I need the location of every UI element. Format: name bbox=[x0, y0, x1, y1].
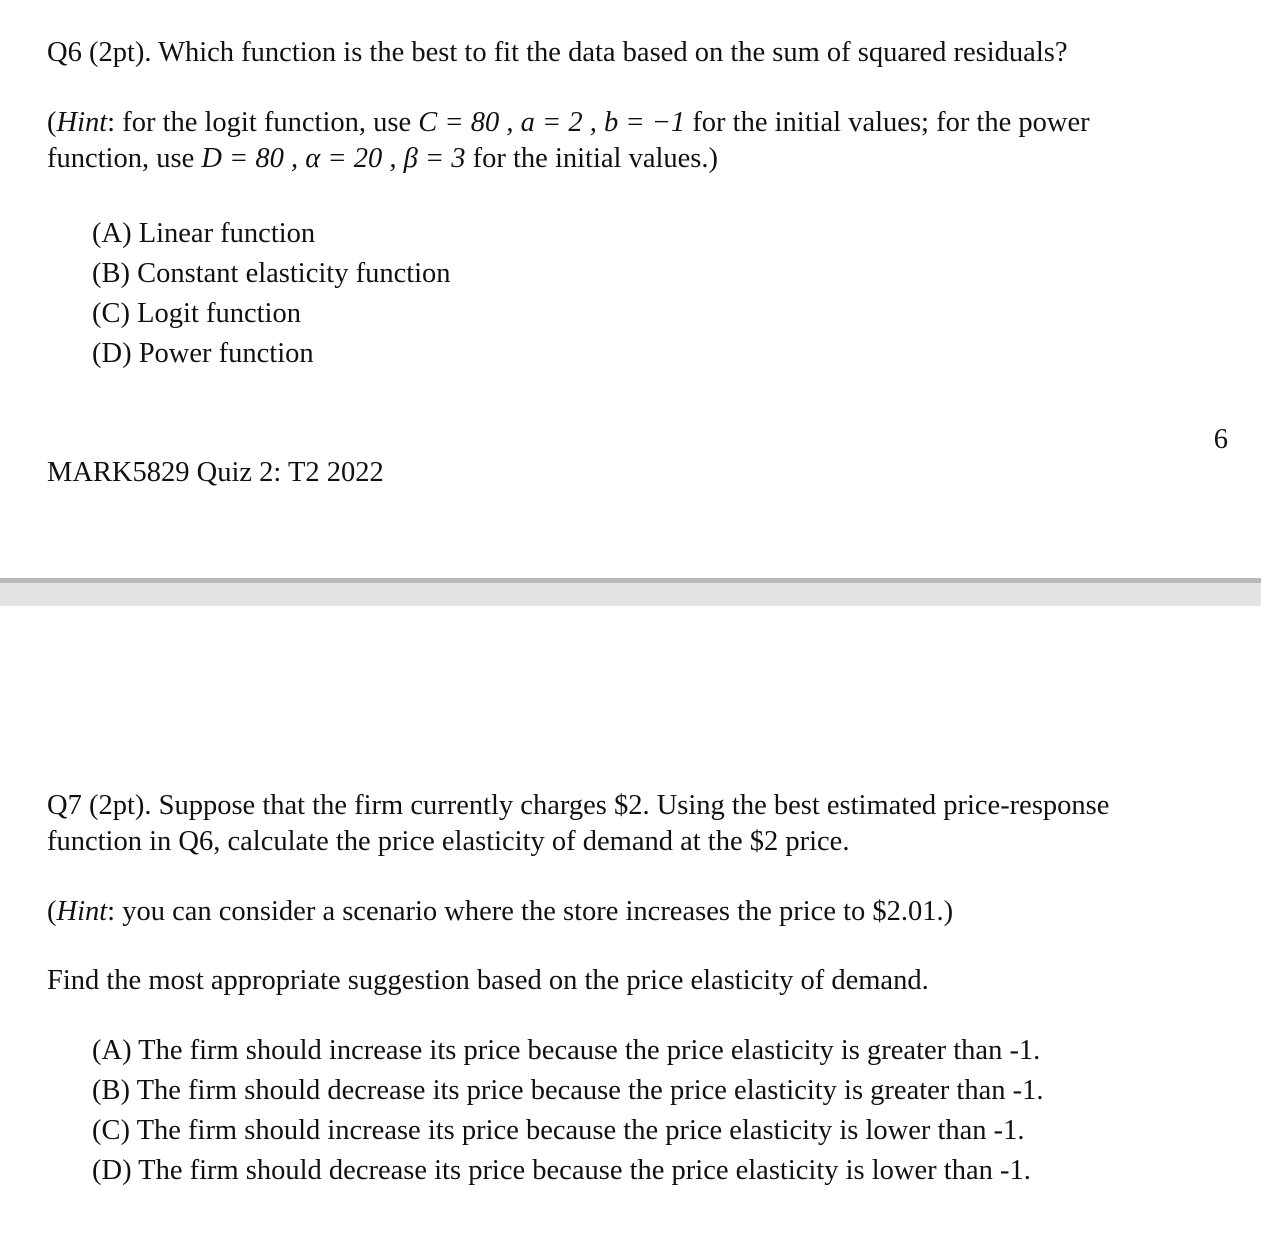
q7-option-d: (D) The firm should decrease its price because the price elasticity is lower than -1. bbox=[92, 1155, 1031, 1186]
q7-option-a: (A) The firm should increase its price because the price elasticity is greater than -1. bbox=[92, 1035, 1041, 1066]
q6-option-a: (A) Linear function bbox=[92, 218, 316, 249]
hint-open-paren: ( bbox=[47, 107, 57, 138]
q7-question-line-1: Q7 (2pt). Suppose that the firm currently charges $2. Using the best estimated price-response bbox=[47, 790, 1110, 821]
hint-text: function, use bbox=[47, 143, 195, 174]
page-footer: MARK5829 Quiz 2: T2 2022 bbox=[47, 457, 384, 488]
hint-text: : for the logit function, use bbox=[107, 107, 412, 138]
q6-option-b: (B) Constant elasticity function bbox=[92, 258, 451, 289]
q7-instruction: Find the most appropriate suggestion based on the price elasticity of demand. bbox=[47, 965, 929, 996]
hint-label: Hint bbox=[56, 107, 108, 138]
q7-hint bbox=[47, 895, 953, 929]
q6-hint-line-1 bbox=[47, 106, 1090, 140]
q6-option-d: (D) Power function bbox=[92, 338, 314, 369]
q6-option-c: (C) Logit function bbox=[92, 298, 301, 329]
document-page-top bbox=[0, 0, 1261, 578]
hint-text: : you can consider a scenario where the store increases the price to $2.01.) bbox=[107, 896, 954, 927]
q7-question-line-2: function in Q6, calculate the price elasticity of demand at the $2 price. bbox=[47, 826, 850, 857]
q6-question: Q6 (2pt). Which function is the best to fit the data based on the sum of squared residuals? bbox=[47, 37, 1068, 68]
logit-initial-values: C = 80 , a = 2 , b = −1 bbox=[418, 107, 686, 138]
hint-text-end: for the initial values; for the power bbox=[692, 107, 1090, 138]
hint-open-paren: ( bbox=[47, 896, 57, 927]
hint-label: Hint bbox=[56, 896, 108, 927]
document-page-bottom bbox=[0, 606, 1261, 1238]
q7-option-b: (B) The firm should decrease its price because the price elasticity is greater than -1. bbox=[92, 1075, 1044, 1106]
q6-hint-line-2 bbox=[47, 142, 718, 176]
page-number: 6 bbox=[1213, 424, 1228, 455]
q7-option-c: (C) The firm should increase its price because the price elasticity is lower than -1. bbox=[92, 1115, 1025, 1146]
power-initial-values: D = 80 , α = 20 , β = 3 bbox=[201, 143, 466, 174]
hint-text-end: for the initial values.) bbox=[472, 143, 718, 174]
page-separator bbox=[0, 578, 1261, 606]
